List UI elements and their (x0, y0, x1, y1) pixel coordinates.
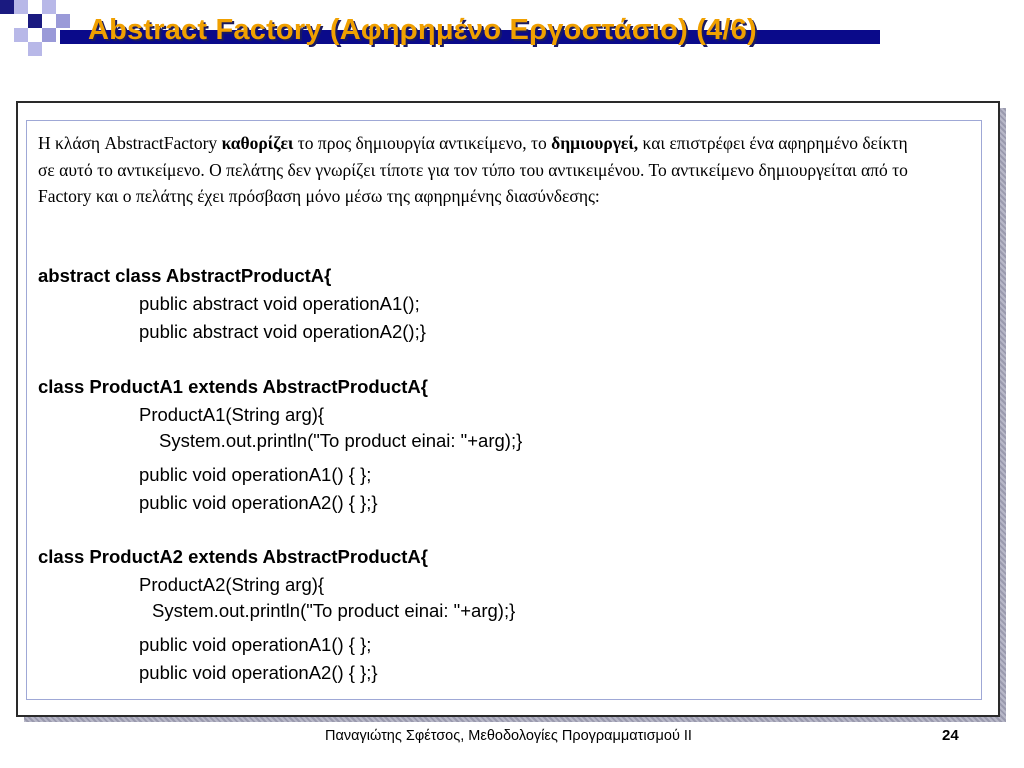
code-line: class ProductA1 extends AbstractProductA{ (38, 376, 428, 397)
code-line: System.out.println("To product einai: "+arg);} (159, 430, 523, 451)
page-number: 24 (942, 727, 959, 744)
code-line: public void operationA2() { };} (139, 492, 378, 513)
footer-author-course: Παναγιώτης Σφέτσος, Μεθοδολογίες Προγραμματισμού ΙΙ (325, 728, 692, 744)
code-line: abstract class AbstractProductA{ (38, 265, 332, 286)
intro-text-2: το προς δημιουργία αντικείμενο, το (293, 133, 552, 153)
code-line: class ProductA2 extends AbstractProductA{ (38, 546, 428, 567)
intro-text-1: Η κλάση AbstractFactory (38, 133, 222, 153)
content-box (26, 120, 982, 700)
intro-bold-2: δημιουργεί, (551, 133, 639, 153)
code-line: public void operationA1() { }; (139, 464, 372, 485)
code-line: public abstract void operationA1(); (139, 293, 420, 314)
code-line: System.out.println("To product einai: "+arg);} (152, 600, 516, 621)
intro-paragraph (38, 130, 918, 210)
code-line: ProductA2(String arg){ (139, 574, 325, 595)
content-frame (16, 101, 1000, 717)
code-line: public void operationA1() { }; (139, 634, 372, 655)
code-line: public abstract void operationA2();} (139, 321, 426, 342)
intro-bold-1: καθορίζει (221, 133, 294, 153)
code-line: public void operationA2() { };} (139, 662, 378, 683)
code-line: ProductA1(String arg){ (139, 404, 325, 425)
intro-text-3: και επιστρέφει ένα αφηρημένο δείκτη σε αυτό το αντικείμενο. Ο πελάτης δεν γνωρίζει τίποτε για τον τύπο του αντικειμένου. Το αντικείμενο δημιουργείται από το Factory και ο πελάτης έχει πρόσβαση μόνο μέσω της αφηρημένης διασύνδεσης: (38, 133, 908, 206)
slide-title: Abstract Factory (Αφηρημένο Εργοστάσιο) (4/6) (88, 14, 757, 46)
